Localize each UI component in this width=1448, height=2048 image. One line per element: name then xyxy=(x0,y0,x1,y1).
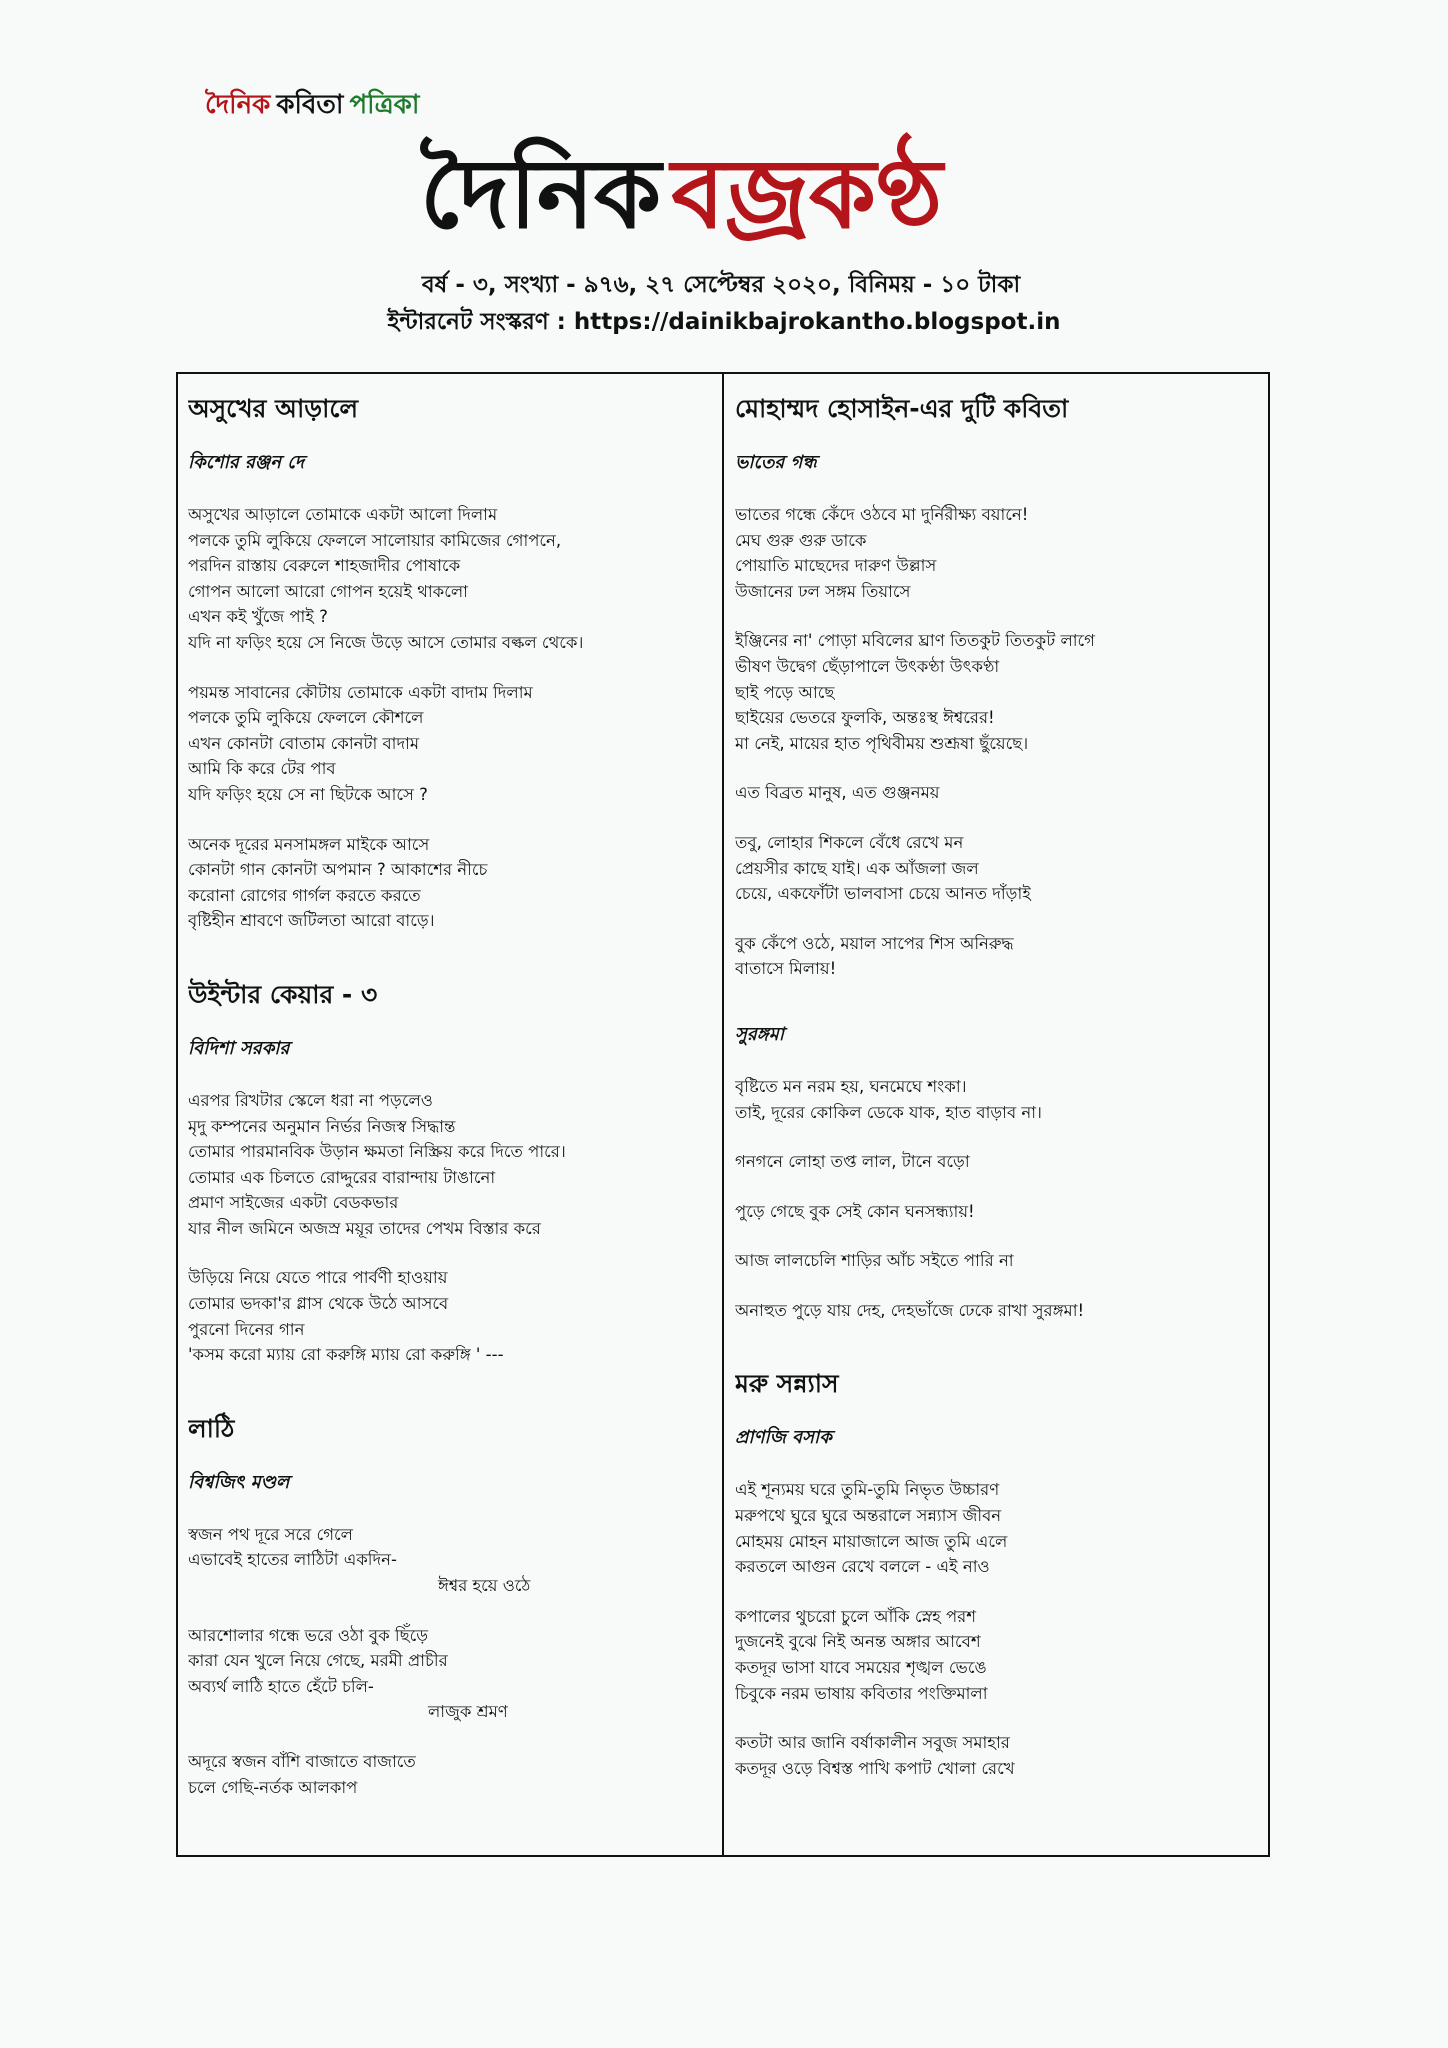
poem-line: গনগনে লোহা তপ্ত লাল, টানে বড়ো xyxy=(735,1152,970,1172)
poem-title: মরু সন্ন্যাস xyxy=(735,1369,839,1399)
poem-line: ঈশ্বর হয়ে ওঠে xyxy=(438,1576,531,1596)
poem-line: বাতাসে মিলায়! xyxy=(735,959,837,979)
poem-line: অদূরে স্বজন বাঁশি বাজাতে বাজাতে xyxy=(188,1752,416,1771)
stanza xyxy=(188,1088,708,1242)
poem-line: আরশোলার গন্ধে ভরে ওঠা বুক ছিঁড়ে xyxy=(188,1625,428,1645)
poem-line: পয়মন্ত সাবানের কৌটায় তোমাকে একটা বাদাম দিলাম xyxy=(188,682,533,702)
poem-line: কোনটা গান কোনটা অপমান ? আকাশের নীচে xyxy=(188,860,488,880)
poem-line: বুক কেঁপে ওঠে, ময়াল সাপের শিস অনিরুদ্ধ xyxy=(735,933,1014,953)
poem-line: ইঞ্জিনের না' পোড়া মবিলের ঘ্রাণ তিতকুট তিতকুট লাগে xyxy=(735,631,1095,651)
poem-line: গোপন আলো আরো গোপন হয়েই থাকলো xyxy=(188,581,468,601)
poem-line: অব্যর্থ লাঠি হাতে হেঁটে চলি- xyxy=(188,1676,374,1696)
stanza xyxy=(188,502,708,656)
poem-line: ভাতের গন্ধে কেঁদে ওঠবে মা দুর্নিরীক্ষ্য বয়ানে! xyxy=(735,505,1029,524)
tagline-word-3: পত্রিকা xyxy=(349,90,420,120)
poem-line: বৃষ্টিতে মন নরম হয়, ঘনমেঘে শংকা। xyxy=(735,1076,967,1096)
poem-line: পোয়াতি মাছেদের দারুণ উল্লাস xyxy=(735,556,937,576)
poem-line: পলকে তুমি লুকিয়ে ফেললে কৌশলে xyxy=(188,708,424,728)
poem-line: মোহময় মোহন মায়াজালে আজ তুমি এলে xyxy=(735,1531,1008,1551)
poem-line: তবু, লোহার শিকলে বেঁধে রেখে মন xyxy=(735,832,964,852)
poem-line: মৃদু কম্পনের অনুমান নির্ভর নিজস্ব সিদ্ধান্ত xyxy=(188,1116,456,1136)
poem-line: লাজুক শ্রমণ xyxy=(428,1702,508,1722)
poem-line: ছাইয়ের ভেতরে ফুলকি, অন্তঃস্থ ঈশ্বরের! xyxy=(735,708,995,728)
masthead-part-2: বজ্রকণ্ঠ xyxy=(671,137,943,250)
poem-line: এই শূন্যময় ঘরে তুমি-তুমি নিভৃত উচ্চারণ xyxy=(735,1480,1000,1500)
poem-line: ছাই পড়ে আছে xyxy=(735,682,835,702)
web-edition-info: ইন্টারনেট সংস্করণ : https://dainikbajrokantho.blogspot.in xyxy=(387,309,1061,335)
stanza xyxy=(735,931,1255,982)
stanza xyxy=(735,502,1255,604)
tagline-word-2: কবিতা xyxy=(276,90,344,120)
poem-line: মা নেই, মায়ের হাত পৃথিবীময় শুশ্রূষা ছুঁয়েছে। xyxy=(735,733,1029,753)
poem-line: কারা যেন খুলে নিয়ে গেছে, মরমী প্রাচীর xyxy=(188,1651,448,1671)
stanza xyxy=(735,830,1255,907)
left-column xyxy=(188,372,708,1857)
poem-line: করতলে আগুন রেখে বললে - এই নাও xyxy=(735,1557,990,1577)
stanza xyxy=(188,1265,708,1367)
poem-group-hossain xyxy=(735,372,1255,1323)
poem-line: এভাবেই হাতের লাঠিটা একদিন- xyxy=(188,1550,397,1570)
poem-line: কতদূর ওড়ে বিশ্বস্ত পাখি কপাট খোলা রেখে xyxy=(735,1758,1015,1778)
poem-line: চেয়ে, একফোঁটা ভালবাসা চেয়ে আনত দাঁড়াই xyxy=(735,884,1031,904)
poem-line: যার নীল জমিনে অজস্র ময়ূর তাদের পেখম বিস্তার করে xyxy=(188,1218,541,1238)
poem-2 xyxy=(188,958,708,1368)
poem-line: যদি ফড়িং হয়ে সে না ছিটকে আসে ? xyxy=(188,784,428,804)
poem-1 xyxy=(188,372,708,934)
poem-line: এখন কই খুঁজে পাই ? xyxy=(188,607,328,627)
poem-line: এরপর রিখটার স্কেলে ধরা না পড়লেও xyxy=(188,1090,433,1110)
stanza xyxy=(735,1149,1255,1175)
poem-line: স্বজন পথ দূরে সরে গেলে xyxy=(188,1524,353,1544)
poem-line: আমি কি করে টের পাব xyxy=(188,759,336,779)
poem-group-title: মোহাম্মদ হোসাইন-এর দুটি কবিতা xyxy=(735,394,1069,423)
poem-author: বিশ্বজিৎ মণ্ডল xyxy=(188,1471,290,1493)
stanza xyxy=(188,1623,708,1725)
poem-line: মরুপথে ঘুরে ঘুরে অন্তরালে সন্ন্যাস জীবন xyxy=(735,1506,1002,1526)
column-divider xyxy=(722,372,724,1857)
poem-line: ভীষণ উদ্বেগ ছেঁড়াপালে উৎকণ্ঠা উৎকণ্ঠা xyxy=(735,656,1000,676)
poem-line: 'কসম করো ম্যায় রো করুঙ্গি ম্যায় রো করুঙ্গি ' --- xyxy=(188,1345,504,1365)
stanza xyxy=(735,1298,1255,1324)
masthead-part-1: দৈনিক xyxy=(420,137,662,250)
poem-line: কপালের থুচরো চুলে আঁকি স্নেহ পরশ xyxy=(735,1606,977,1626)
tagline xyxy=(205,84,425,128)
poem-title: উইন্টার কেয়ার - ৩ xyxy=(188,979,378,1009)
stanza xyxy=(735,1248,1255,1274)
poem-author: কিশোর রঞ্জন দে xyxy=(188,452,305,473)
poem-line: পলকে তুমি লুকিয়ে ফেললে সালোয়ার কামিজের গোপনে, xyxy=(188,530,562,550)
poem-line: মেঘ গুরু গুরু ডাকে xyxy=(735,530,867,550)
poem-line: উড়িয়ে নিয়ে যেতে পারে পার্বণী হাওয়ায় xyxy=(188,1268,448,1288)
poem-line: কতদূর ভাসা যাবে সময়ের শৃঙ্খল ভেঙে xyxy=(735,1658,987,1678)
stanza xyxy=(735,1477,1255,1579)
tagline-word-1: দৈনিক xyxy=(205,90,271,120)
poem-3 xyxy=(188,1392,708,1800)
poem-line: তোমার পারমানবিক উড়ান ক্ষমতা নিস্ক্রিয় করে দিতে পারে। xyxy=(188,1142,566,1162)
poem-title: লাঠি xyxy=(188,1413,235,1443)
poem-line: চলে গেছি-নর্তক আলকাপ xyxy=(188,1777,358,1797)
stanza xyxy=(188,832,708,934)
stanza xyxy=(735,780,1255,806)
poem-line: পুড়ে গেছে বুক সেই কোন ঘনসন্ধ্যায়! xyxy=(735,1201,975,1221)
masthead-logo xyxy=(420,120,1040,255)
stanza xyxy=(188,680,708,808)
poem-moru-sannyas xyxy=(735,1347,1255,1781)
issue-info: বর্ষ - ৩, সংখ্যা - ৯৭৬, ২৭ সেপ্টেম্বর ২০২০, বিনিময় - ১০ টাকা xyxy=(421,272,1021,298)
poem-line: তাই, দূরের কোকিল ডেকে যাক, হাত বাড়াব না। xyxy=(735,1102,1042,1122)
poem-subtitle: ভাতের গন্ধ xyxy=(735,452,817,473)
poem-line: অসুখের আড়ালে তোমাকে একটা আলো দিলাম xyxy=(188,505,498,524)
poem-line: পুরনো দিনের গান xyxy=(188,1319,305,1339)
poem-line: প্রেয়সীর কাছে যাই। এক আঁজলা জল xyxy=(735,858,979,878)
stanza xyxy=(735,1604,1255,1706)
poem-line: দুজনেই বুঝে নিই অনন্ত অঙ্গার আবেশ xyxy=(735,1632,981,1652)
stanza xyxy=(188,1749,708,1800)
poem-line: পরদিন রাস্তায় বেরুলে শাহজাদীর পোষাকে xyxy=(188,556,461,576)
poem-line: বৃষ্টিহীন শ্রাবণে জটিলতা আরো বাড়ে। xyxy=(188,911,435,931)
poem-line: কতটা আর জানি বর্ষাকালীন সবুজ সমাহার xyxy=(735,1733,1010,1753)
stanza xyxy=(735,1199,1255,1225)
poem-line: তোমার ভদকা'র গ্লাস থেকে উঠে আসবে xyxy=(188,1294,449,1314)
poem-subtitle: সুরঙ্গমা xyxy=(735,1023,784,1045)
poem-line: অনেক দূরের মনসামঙ্গল মাইকে আসে xyxy=(188,834,430,854)
poem-line: তোমার এক চিলতে রোদ্দুরের বারান্দায় টাঙানো xyxy=(188,1167,496,1187)
poem-line: প্রমাণ সাইজের একটা বেডকভার xyxy=(188,1193,399,1213)
poem-line: এখন কোনটা বোতাম কোনটা বাদাম xyxy=(188,733,420,753)
poem-line: চিবুকে নরম ভাষায় কবিতার পংক্তিমালা xyxy=(735,1683,988,1703)
poem-title: অসুখের আড়ালে xyxy=(188,394,359,423)
stanza xyxy=(735,1074,1255,1125)
poem-line: উজানের ঢল সঙ্গম তিয়াসে xyxy=(735,581,911,601)
poem-line: এত বিব্রত মানুষ, এত গুঞ্জনময় xyxy=(735,783,940,803)
right-column xyxy=(735,372,1255,1857)
poem-author: প্রাণজি বসাক xyxy=(735,1427,832,1449)
stanza xyxy=(188,1522,708,1599)
poem-line: যদি না ফড়িং হয়ে সে নিজে উড়ে আসে তোমার বল্কল থেকে। xyxy=(188,632,584,652)
stanza xyxy=(735,1730,1255,1781)
poem-line: করোনা রোগের গার্গল করতে করতে xyxy=(188,885,421,905)
poem-line: আজ লালচেলি শাড়ির আঁচ সইতে পারি না xyxy=(735,1251,1014,1271)
poem-author: বিদিশা সরকার xyxy=(188,1037,290,1059)
stanza xyxy=(735,628,1255,756)
poem-line: অনাহুত পুড়ে যায় দেহ, দেহভাঁজে ঢেকে রাখা সুরঙ্গমা! xyxy=(735,1300,1085,1320)
